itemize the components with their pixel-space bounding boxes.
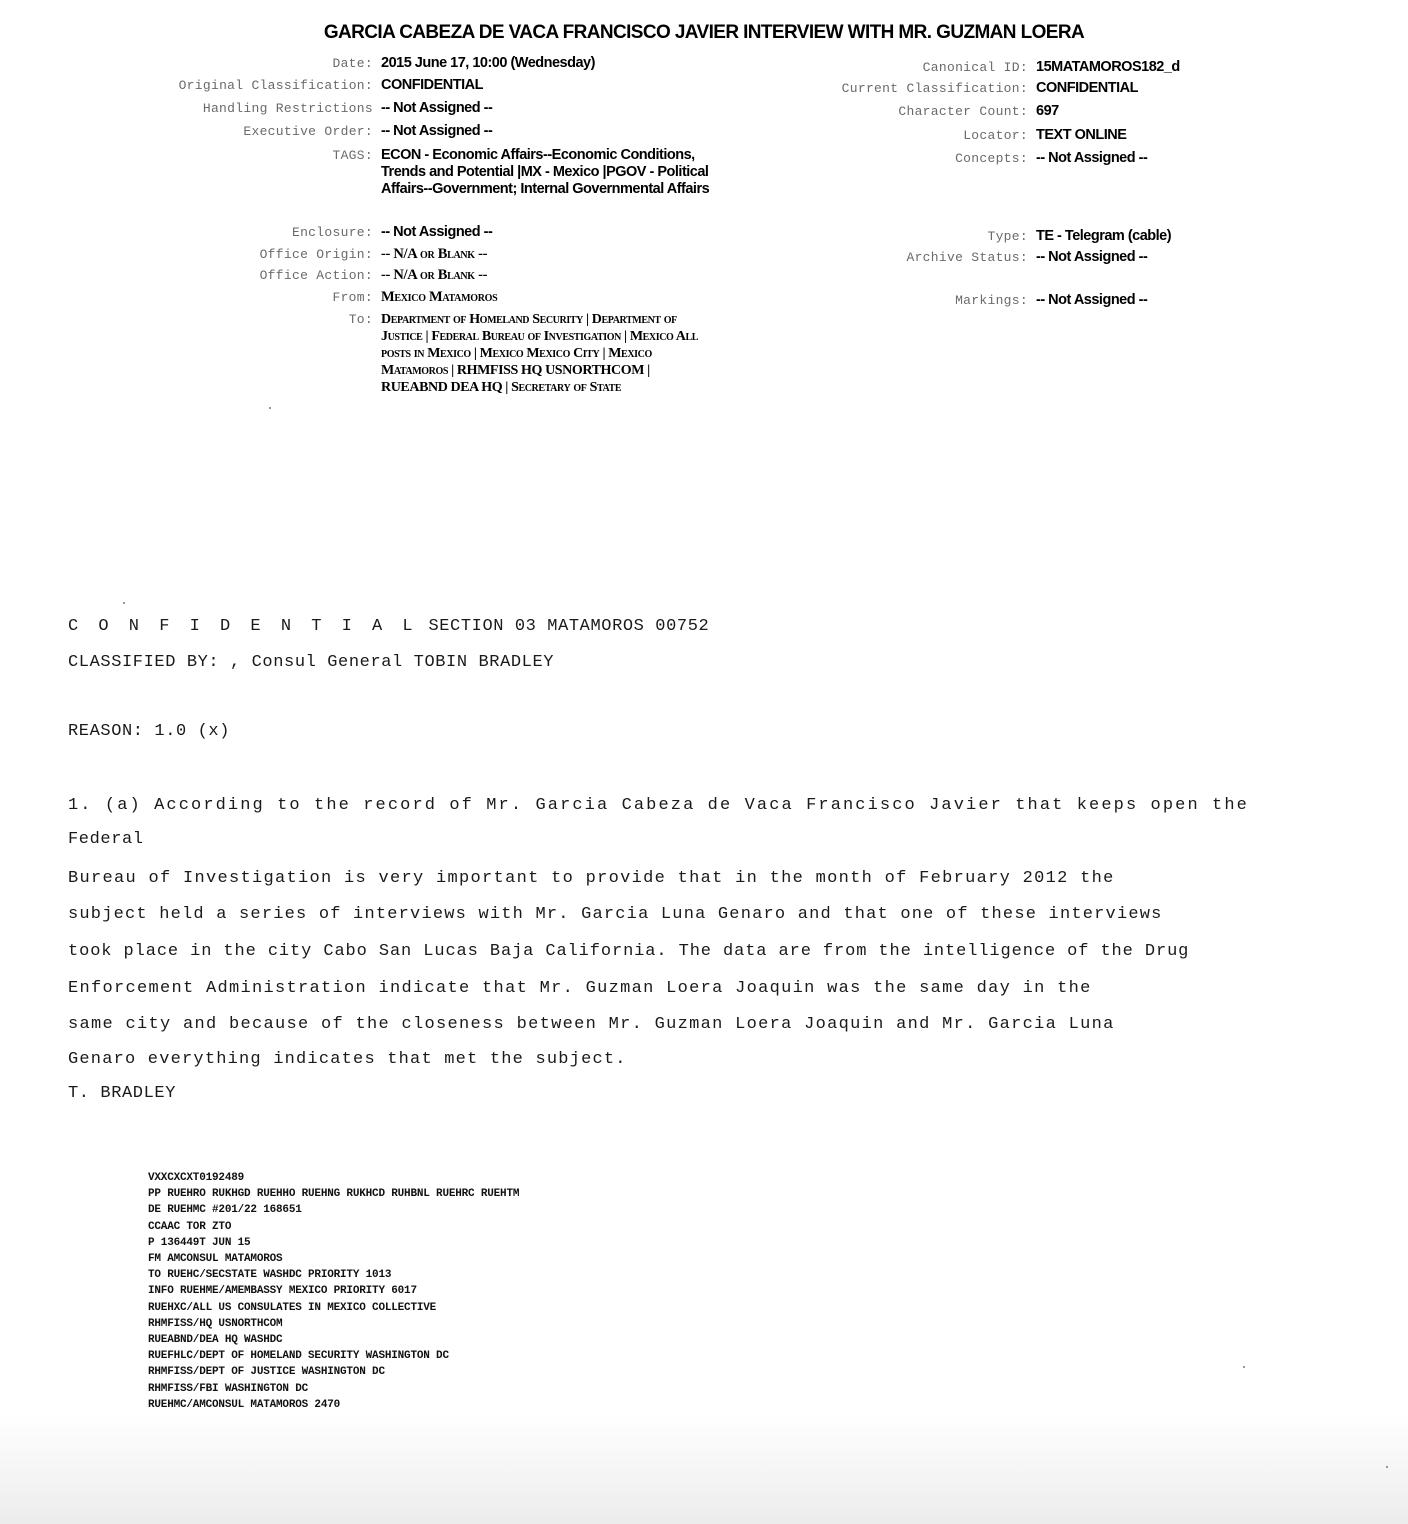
routing-line: RUEFHLC/DEPT OF HOMELAND SECURITY WASHINGTON DC (148, 1350, 449, 1363)
meta-label: Type: (987, 229, 1028, 244)
paragraph-line: Federal (68, 830, 144, 849)
scan-speck (1243, 1366, 1245, 1368)
routing-line: RUEABND/DEA HQ WASHDC (148, 1334, 283, 1347)
paragraph-line: 1. (a) According to the record of Mr. Garcia Cabeza de Vaca Francisco Javier that keeps open the (68, 796, 1249, 815)
meta-archive-status (8, 249, 1147, 266)
meta-current-classification (8, 80, 1138, 97)
meta-value: -- Not Assigned -- (381, 100, 493, 116)
meta-label: Archive Status: (906, 250, 1028, 265)
paragraph-line: Genaro everything indicates that met the subject. (68, 1050, 627, 1069)
meta-label: From: (332, 290, 373, 305)
meta-label: Locator: (963, 128, 1028, 143)
meta-label: Canonical ID: (922, 60, 1028, 75)
routing-line: RHMFISS/HQ USNORTHCOM (148, 1317, 283, 1330)
meta-value: 2015 June 17, 10:00 (Wednesday) (381, 55, 595, 71)
meta-value: Mexico Matamoros (381, 289, 498, 305)
meta-label: Concepts: (955, 151, 1028, 166)
meta-value: TEXT ONLINE (1036, 127, 1127, 143)
meta-value: -- Not Assigned -- (1036, 292, 1148, 308)
confidential-header (68, 617, 709, 636)
meta-value: -- N/A or Blank -- (381, 246, 488, 262)
scan-speck (269, 407, 271, 409)
paragraph-line: took place in the city Cabo San Lucas Baja California. The data are from the intelligence of the Drug (68, 942, 1190, 961)
signature: T. BRADLEY (68, 1084, 177, 1103)
paragraph-line: Enforcement Administration indicate that Mr. Guzman Loera Joaquin was the same day in the (68, 979, 1092, 998)
paragraph-line: subject held a series of interviews with Mr. Garcia Luna Genaro and that one of these interviews (68, 905, 1163, 924)
meta-value: TE - Telegram (cable) (1036, 228, 1172, 244)
page-shadow (0, 1414, 1408, 1524)
meta-markings (8, 292, 1147, 309)
meta-to (8, 311, 701, 396)
routing-line: INFO RUEHME/AMEMBASSY MEXICO PRIORITY 6017 (148, 1285, 417, 1298)
meta-label: Enclosure: (291, 225, 373, 240)
meta-value: 697 (1036, 103, 1059, 119)
meta-value: ECON - Economic Affairs--Economic Conditions, Trends and Potential |MX - Mexico |PGOV - Political Affairs--Government; Internal Governmental Affairs (381, 147, 710, 197)
reason-line: REASON: 1.0 (x) (68, 722, 231, 741)
meta-label: Handling Restrictions (202, 101, 373, 116)
meta-value: -- Not Assigned -- (381, 224, 493, 240)
meta-label: Markings: (955, 293, 1028, 308)
meta-office-action (8, 267, 487, 284)
meta-label: Original Classification: (178, 78, 373, 93)
routing-line: RUEHMC/AMCONSUL MATAMOROS 2470 (148, 1398, 341, 1411)
meta-label: Character Count: (898, 104, 1028, 119)
meta-label: Current Classification: (841, 81, 1028, 96)
routing-line: CCAAC TOR ZTO (148, 1220, 232, 1233)
routing-block (148, 1170, 519, 1413)
classified-by-line: CLASSIFIED BY: , Consul General TOBIN BRADLEY (68, 653, 555, 672)
meta-label: Office Origin: (259, 247, 373, 262)
scan-speck (123, 602, 125, 604)
meta-value: -- Not Assigned -- (381, 123, 493, 139)
routing-line: RHMFISS/DEPT OF JUSTICE WASHINGTON DC (148, 1366, 385, 1379)
meta-locator (8, 127, 1126, 144)
meta-label: TAGS: (332, 148, 373, 163)
document-title: GARCIA CABEZA DE VACA FRANCISCO JAVIER INTERVIEW WITH MR. GUZMAN LOERA (323, 22, 1085, 43)
meta-value: CONFIDENTIAL (381, 77, 483, 93)
meta-canonical-id (8, 59, 1180, 76)
meta-value: -- Not Assigned -- (1036, 249, 1148, 265)
meta-value: -- N/A or Blank -- (381, 267, 488, 283)
meta-value: CONFIDENTIAL (1036, 80, 1138, 96)
meta-value: 15MATAMOROS182_d (1036, 59, 1180, 75)
meta-label: To: (348, 312, 373, 327)
routing-line: VXXCXCXT0192489 (148, 1172, 245, 1184)
routing-line: DE RUEHMC #201/22 168651 (148, 1204, 302, 1217)
meta-label: Office Action: (259, 268, 373, 283)
paragraph-line: Bureau of Investigation is very important to provide that in the month of February 2012 the (68, 869, 1115, 888)
routing-line: P 136449T JUN 15 (148, 1236, 251, 1249)
meta-label: Executive Order: (243, 124, 373, 139)
confidential-marking: C O N F I D E N T I A L (68, 617, 418, 636)
meta-concepts (8, 150, 1147, 167)
routing-line: RHMFISS/FBI WASHINGTON DC (148, 1382, 309, 1395)
meta-value: Department of Homeland Security | Department of Justice | Federal Bureau of Investigation | Mexico All posts in Mexico | Mexico Mexico City | Mexico Matamoros | RHMFISS HQ USNORTHCOM | RUEABND DEA HQ | Secretary of State (381, 312, 698, 395)
meta-value: -- Not Assigned -- (1036, 150, 1148, 166)
routing-line: FM AMCONSUL MATAMOROS (148, 1253, 283, 1266)
routing-line: RUEHXC/ALL US CONSULATES IN MEXICO COLLECTIVE (148, 1301, 437, 1314)
section-line: SECTION 03 MATAMOROS 00752 (428, 617, 710, 636)
routing-line: TO RUEHC/SECSTATE WASHDC PRIORITY 1013 (148, 1269, 392, 1282)
scan-speck (1386, 1466, 1388, 1468)
meta-label: Date: (332, 56, 373, 71)
meta-character-count (8, 103, 1059, 120)
paragraph-line: same city and because of the closeness between Mr. Guzman Loera Joaquin and Mr. Garcia Luna (68, 1015, 1115, 1034)
meta-type (8, 228, 1171, 245)
routing-line: PP RUEHRO RUKHGD RUEHHO RUEHNG RUKHCD RUHBNL RUEHRC RUEHTM (148, 1188, 520, 1201)
